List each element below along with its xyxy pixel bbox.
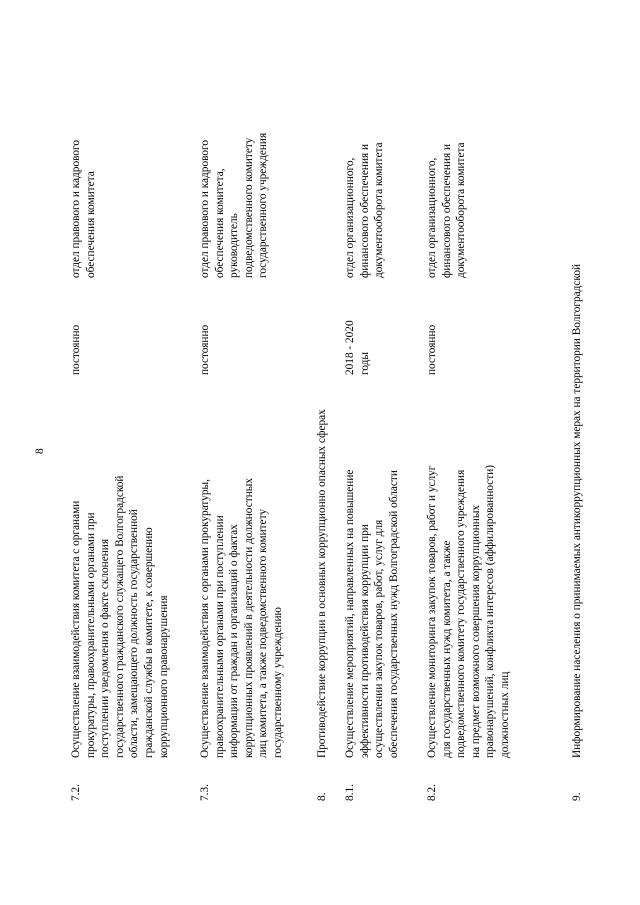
row-7-3-description: Осуществление взаимодействия с органами прокуратуры, правоохранительными органами при поступлении информации от граждан и организаций о фактах коррупционных проявлений в деятельности должностных лиц комитета, а также подведомственного комитету государственному учреждению bbox=[199, 478, 284, 758]
row-8-1-description: Осуществление мероприятий, направленных на повышение эффективности противодействия коррупции при осуществлении закупок товаров, работ, услуг для обеспечения государственных нужд Волгоградской области bbox=[344, 469, 400, 758]
row-8-1-term: 2018 - 2020 годы bbox=[344, 320, 371, 375]
section-9-number: 9. bbox=[571, 792, 583, 801]
row-7-2-term: постоянно bbox=[70, 324, 82, 375]
section-8-number: 8. bbox=[316, 792, 328, 801]
row-8-2-executor: отдел организационного, финансового обеспечения и документооборота комитета bbox=[426, 142, 468, 278]
row-8-2-term: постоянно bbox=[426, 324, 438, 375]
row-7-2-executor: отдел правового и кадрового обеспечения комитета bbox=[70, 139, 97, 278]
row-7-3-term: постоянно bbox=[199, 324, 211, 375]
row-7-2-number: 7.2. bbox=[70, 784, 82, 801]
section-8-heading: Противодействие коррупции в основных коррупционно опасных сферах bbox=[316, 409, 328, 758]
section-9-heading: Информирование населения о принимаемых антикоррупционных мерах на территории Волгоградской bbox=[571, 263, 583, 758]
row-8-2-number: 8.2. bbox=[426, 784, 438, 801]
row-7-2-description: Осуществление взаимодействия комитета с органами прокуратуры, правоохранительными органами при поступлении уведомления о факте склонения государственного гражданского служащего Волгоградской области, замещающего должность государственной гражданской службы в комитете, к совершению коррупционного правонарушения bbox=[70, 475, 170, 758]
page-number: 8 bbox=[34, 448, 46, 454]
row-8-1-executor: отдел организационного, финансового обеспечения и документооборота комитета bbox=[344, 142, 386, 278]
row-7-3-executor: отдел правового и кадрового обеспечения комитета, руководитель подведомственного комитету государственного учреждения bbox=[199, 132, 270, 278]
row-7-3-number: 7.3. bbox=[199, 784, 211, 801]
row-8-1-number: 8.1. bbox=[344, 784, 356, 801]
row-8-2-description: Осуществление мониторинга закупок товаров, работ и услуг для государственных нужд комитета, а также подведомственного комитету государственного учреждения на предмет возможного совершения коррупционных правонарушений, конфликта интересов (аффилированности) должностных лиц bbox=[426, 464, 511, 758]
